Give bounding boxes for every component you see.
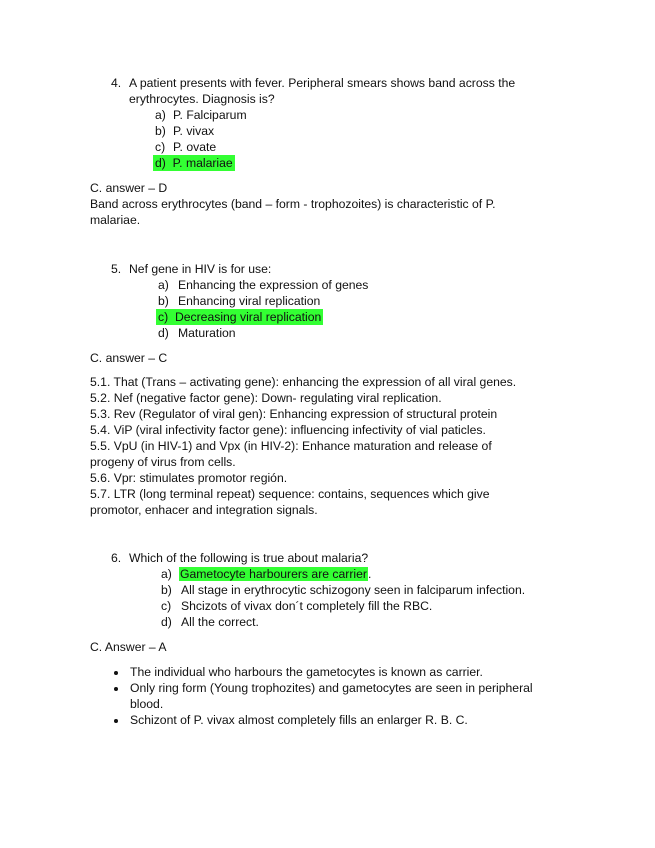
- q5-option-a-text: Enhancing the expression of genes: [178, 278, 369, 292]
- q4-option-d-highlighted: [153, 155, 235, 171]
- q5-note-3: 5.3. Rev (Regulator of viral gen): Enhancing expression of structural protein: [90, 407, 498, 421]
- q5-answer: C. answer – C: [90, 351, 168, 365]
- q4-option-c-text: P. ovate: [173, 140, 217, 154]
- q6-option-b-letter: b): [161, 583, 172, 597]
- q5-note-4: 5.4. ViP (viral infectivity factor gene): influencing infectivity of vial paticles.: [90, 423, 486, 437]
- q6-option-a-suffix: .: [367, 567, 372, 581]
- q6-stem: Which of the following is true about malaria?: [129, 551, 369, 565]
- q6-option-a: [179, 566, 371, 582]
- q4-stem-line2: erythrocytes. Diagnosis is?: [129, 92, 275, 106]
- q6-option-c-text: Shcizots of vivax don´t completely fill the RBC.: [181, 599, 433, 613]
- q4-explanation-line1: Band across erythrocytes (band – form - trophozoites) is characteristic of P.: [90, 197, 496, 211]
- q5-option-a-letter: a): [158, 278, 169, 292]
- q5-option-d-letter: d): [158, 326, 169, 340]
- q5-note-5: 5.5. VpU (in HIV-1) and Vpx (in HIV-2): Enhance maturation and release of: [90, 439, 492, 453]
- q4-option-d-text: P. malariae: [172, 156, 233, 170]
- q5-option-c-text: Decreasing viral replication: [174, 310, 322, 324]
- q5-note-7-cont: promotor, enhacer and integration signals.: [90, 503, 318, 517]
- q5-stem: Nef gene in HIV is for use:: [129, 262, 272, 276]
- q5-note-6: 5.6. Vpr: stimulates promotor región.: [90, 471, 288, 485]
- q4-option-c-letter: c): [155, 140, 166, 154]
- q4-stem-line1: A patient presents with fever. Peripheral smears shows band across the: [129, 76, 516, 90]
- q5-option-d-text: Maturation: [178, 326, 236, 340]
- q4-option-b-letter: b): [155, 124, 166, 138]
- q5-option-b-text: Enhancing viral replication: [178, 294, 321, 308]
- q6-option-d-letter: d): [161, 615, 172, 629]
- q6-answer: C. Answer – A: [90, 640, 167, 654]
- q6-number: 6.: [111, 551, 122, 565]
- q4-option-b-text: P. vivax: [173, 124, 215, 138]
- q5-option-b-letter: b): [158, 294, 169, 308]
- q5-note-2: 5.2. Nef (negative factor gene): Down- regulating viral replication.: [90, 391, 442, 405]
- q5-number: 5.: [111, 262, 122, 276]
- bullet-icon: [114, 671, 118, 675]
- q6-option-a-text: Gametocyte harbourers are carrier: [180, 567, 367, 581]
- q5-note-7: 5.7. LTR (long terminal repeat) sequence: contains, sequences which give: [90, 487, 490, 501]
- bullet-icon: [114, 687, 118, 691]
- q4-explanation-line2: malariae.: [90, 213, 141, 227]
- q6-option-c-letter: c): [161, 599, 172, 613]
- q5-option-c-letter: c): [158, 310, 169, 324]
- q6-bullet-1: The individual who harbours the gametocytes is known as carrier.: [130, 665, 483, 679]
- q5-option-c-highlighted: [156, 309, 323, 325]
- q6-bullet-2-cont: blood.: [130, 697, 164, 711]
- q6-bullet-3: Schizont of P. vivax almost completely fills an enlarger R. B. C.: [130, 713, 468, 727]
- q5-note-5-cont: progeny of virus from cells.: [90, 455, 236, 469]
- q4-answer: C. answer – D: [90, 181, 168, 195]
- bullet-icon: [114, 719, 118, 723]
- q6-option-d-text: All the correct.: [181, 615, 259, 629]
- q6-option-b-text: All stage in erythrocytic schizogony seen in falciparum infection.: [181, 583, 526, 597]
- q6-option-a-letter: a): [161, 567, 172, 581]
- q4-option-a-letter: a): [155, 108, 166, 122]
- q4-number: 4.: [111, 76, 122, 90]
- q5-note-1: 5.1. That (Trans – activating gene): enhancing the expression of all viral genes.: [90, 375, 517, 389]
- q6-bullet-2: Only ring form (Young trophozites) and gametocytes are seen in peripheral: [130, 681, 533, 695]
- q4-option-a-text: P. Falciparum: [173, 108, 247, 122]
- q4-option-d-letter: d): [155, 156, 166, 170]
